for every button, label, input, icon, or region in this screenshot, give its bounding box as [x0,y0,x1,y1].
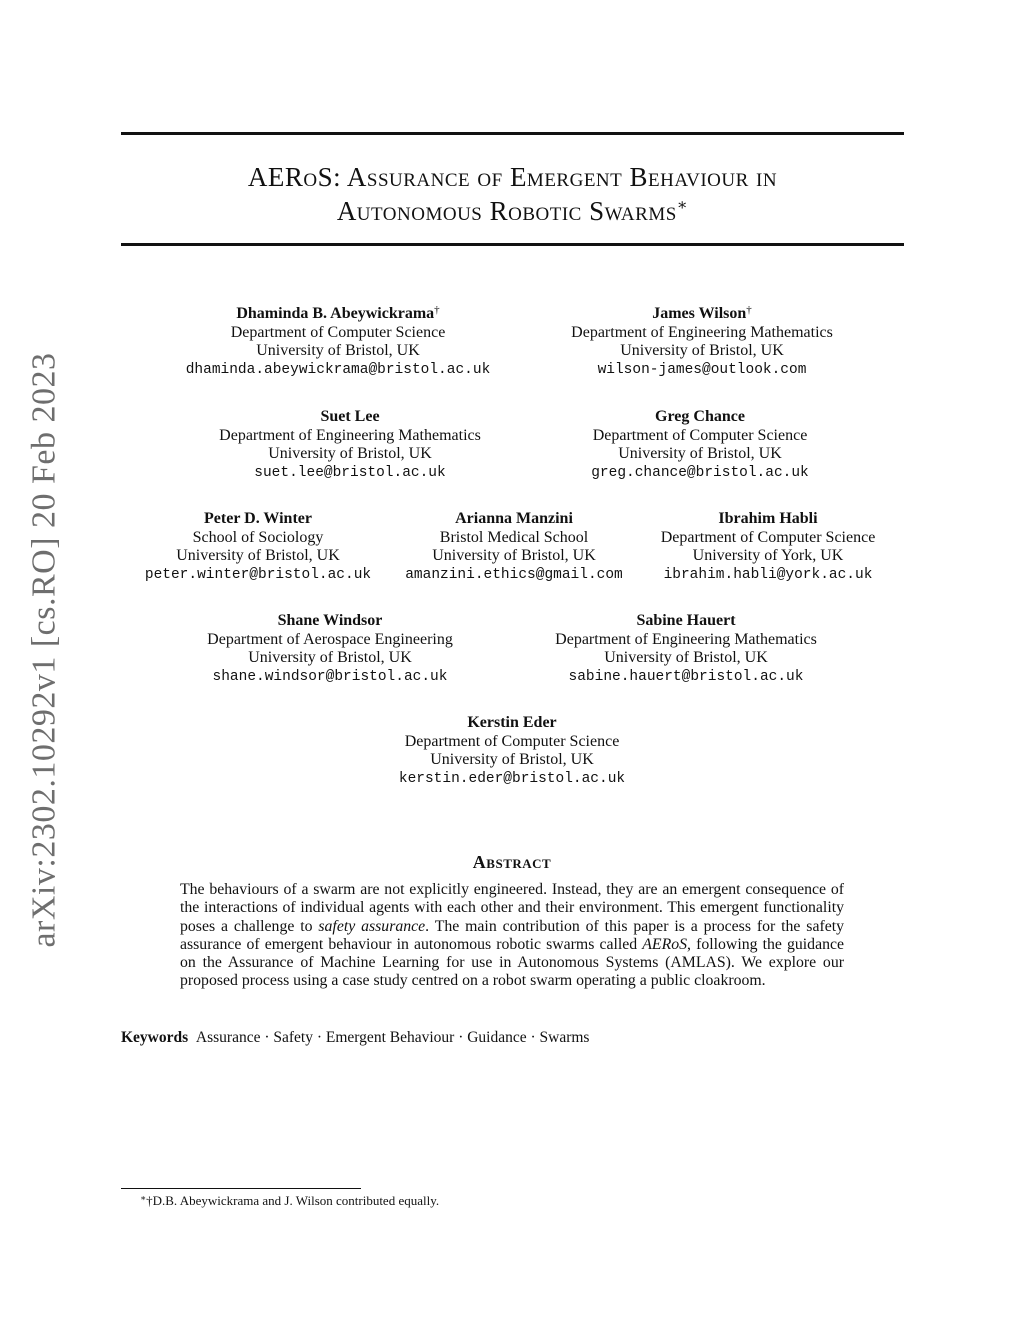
author-email[interactable]: ibrahim.habli@york.ac.uk [663,566,873,583]
author-department: Bristol Medical School [439,528,589,546]
footnote-mark: ∗ [140,1193,147,1203]
author-block-windsor [190,612,470,686]
author-mark: † [434,304,440,316]
author-mark: † [746,304,752,316]
author-department: Department of Computer Science [404,732,620,750]
author-block-hauert [536,612,836,686]
abstract-text-1: The behaviours of a swarm are not explicitly engineered. Instead, they are an emergent consequence of the interactions of individual agents with each other and their environment. This emergent functionality poses a challenge to [180,881,844,935]
author-email[interactable]: peter.winter@bristol.ac.uk [144,566,372,583]
author-block-habli [650,510,886,584]
author-name: Arianna Manzini [455,510,573,527]
author-institution: University of Bristol, UK [430,751,594,768]
author-name: Ibrahim Habli [718,510,818,527]
author-block-chance [565,408,835,482]
abstract-heading: Abstract [472,852,552,872]
abstract-text-2: . The main contribution of this paper is a process for the safety assurance of emergent behaviour in autonomous robotic swarms called [180,917,845,953]
abstract-emphasis-safety-assurance: safety assurance [318,917,426,935]
author-department: School of Sociology [192,528,324,546]
footnote-text: †D.B. Abeywickrama and J. Wilson contributed equally. [146,1193,440,1208]
author-institution: University of Bristol, UK [620,342,784,359]
author-institution: University of Bristol, UK [176,547,340,564]
author-institution: University of Bristol, UK [432,547,596,564]
author-name [184,305,492,324]
author-block-abeywickrama [184,305,492,379]
author-block-winter [140,510,376,584]
author-name [552,305,852,324]
author-block-wilson [552,305,852,379]
author-institution: University of Bristol, UK [248,649,412,666]
author-email[interactable]: dhaminda.abeywickrama@bristol.ac.uk [185,361,491,378]
title-footnote-mark: ∗ [676,197,689,214]
author-email[interactable]: shane.windsor@bristol.ac.uk [212,668,448,685]
author-name: Greg Chance [655,408,745,425]
author-department: Department of Engineering Mathematics [555,630,817,648]
footnote-rule [121,1188,361,1189]
author-name: Peter D. Winter [204,510,312,527]
title-line-2-text: Autonomous Robotic Swarms [336,196,677,226]
author-department: Department of Computer Science [660,528,876,546]
author-block-eder [382,714,642,788]
author-name: Shane Windsor [277,612,383,629]
paper-title [121,160,904,228]
author-email[interactable]: amanzini.ethics@gmail.com [405,566,623,583]
author-name-text: James Wilson [652,305,747,322]
author-email[interactable]: wilson-james@outlook.com [597,361,807,378]
author-email[interactable]: sabine.hauert@bristol.ac.uk [568,668,804,685]
author-department: Department of Computer Science [230,323,446,341]
author-institution: University of York, UK [692,547,844,564]
arxiv-identifier: arXiv:2302.10292v1 [cs.RO] 20 Feb 2023 [26,352,63,948]
arxiv-identifier-sidebar [25,352,65,948]
abstract-emphasis-aeros: AERoS [642,935,688,953]
title-top-rule [121,132,904,135]
author-department: Department of Computer Science [592,426,808,444]
author-institution: University of Bristol, UK [604,649,768,666]
author-department: Department of Engineering Mathematics [219,426,481,444]
footnote [140,1193,439,1209]
keywords-list: Assurance · Safety · Emergent Behaviour · Guidance · Swarms [195,1029,590,1046]
author-name-text: Dhaminda B. Abeywickrama [236,305,435,322]
author-block-lee [200,408,500,482]
author-institution: University of Bristol, UK [268,445,432,462]
author-department: Department of Aerospace Engineering [207,630,453,648]
title-line-2 [121,194,904,228]
title-line-1: AERoS: Assurance of Emergent Behaviour in [247,162,778,192]
author-institution: University of Bristol, UK [256,342,420,359]
author-email[interactable]: greg.chance@bristol.ac.uk [591,464,809,481]
author-name: Kerstin Eder [467,714,557,731]
author-block-manzini [398,510,630,584]
title-bottom-rule [121,243,904,246]
abstract-text-3: , following the guidance on the Assurance of Machine Learning for use in Autonomous Systems (AMLAS). We explore our proposed process using a case study centred on a robot swarm operating a public cloakroom. [180,935,845,990]
abstract-body [180,881,844,991]
author-name: Sabine Hauert [636,612,736,629]
author-email[interactable]: kerstin.eder@bristol.ac.uk [398,770,626,787]
author-department: Department of Engineering Mathematics [571,323,833,341]
keywords-line [121,1029,589,1047]
author-name: Suet Lee [320,408,380,425]
keywords-label: Keywords [121,1029,189,1046]
author-institution: University of Bristol, UK [618,445,782,462]
author-email[interactable]: suet.lee@bristol.ac.uk [254,464,446,481]
